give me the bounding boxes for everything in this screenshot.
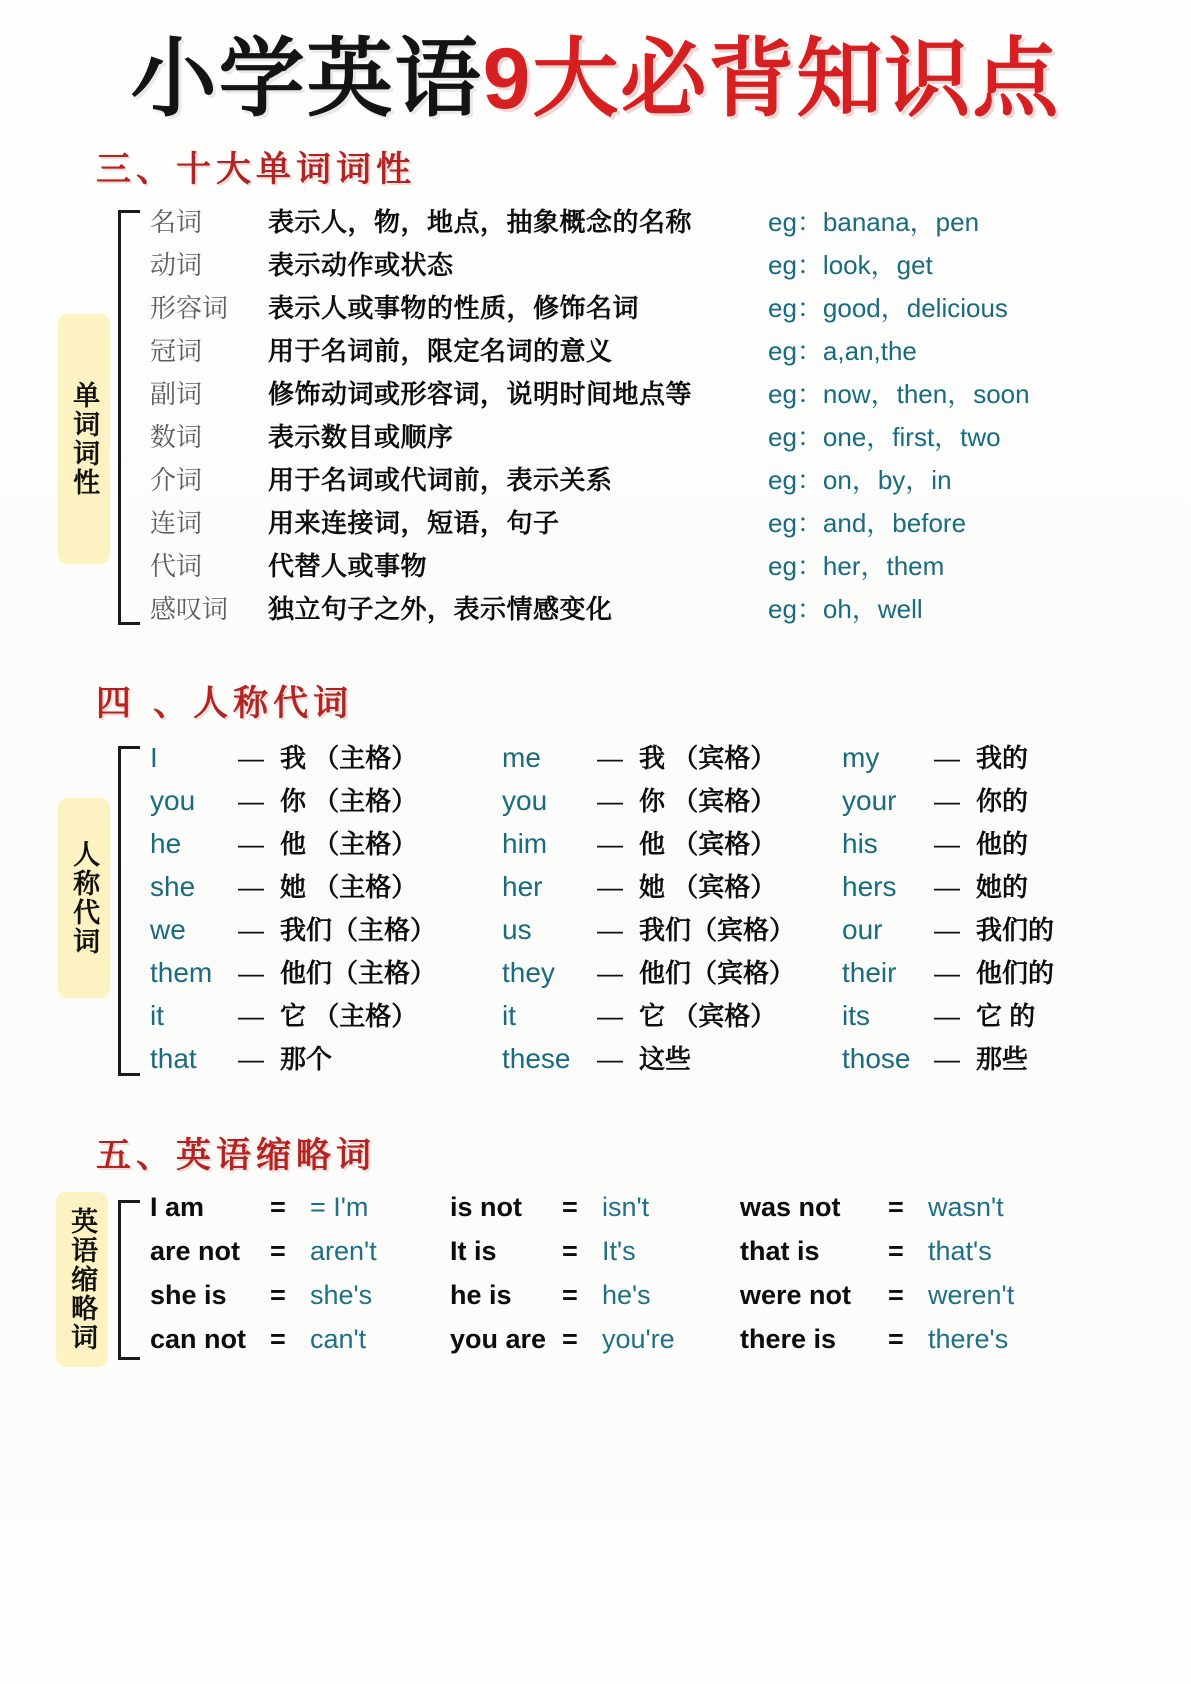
page-title-black: 小学英语 <box>130 31 483 127</box>
contraction-column-1 <box>150 1192 450 1368</box>
pronoun-dash: — <box>597 743 623 774</box>
contraction-short-form: weren't <box>928 1280 1015 1311</box>
contraction-equals-sign: = <box>270 1324 286 1355</box>
pronoun-chinese: 他们的 <box>976 958 1055 989</box>
section-4-heading: 四 、人称代词 <box>96 683 354 725</box>
pronoun-chinese: 他们（宾格） <box>639 958 796 989</box>
contraction-short-form: aren't <box>310 1236 377 1267</box>
contraction-full-form: I am <box>150 1192 205 1223</box>
contraction-short-form: you're <box>602 1324 675 1355</box>
contraction-equals-sign: = <box>888 1192 904 1223</box>
pronoun-row <box>150 1039 502 1082</box>
pronoun-row <box>842 824 1162 867</box>
part-of-speech-name: 介词 <box>150 465 203 496</box>
contraction-short-form: can't <box>310 1324 367 1355</box>
pronoun-dash: — <box>238 958 264 989</box>
part-of-speech-example <box>768 460 952 497</box>
part-of-speech-description: 修饰动词或形容词，说明时间地点等 <box>268 379 693 410</box>
pronoun-english: I <box>150 742 158 774</box>
pronoun-dash: — <box>238 743 264 774</box>
part-of-speech-example <box>768 589 923 626</box>
part-of-speech-example <box>768 202 979 239</box>
contraction-short-form: It's <box>602 1236 636 1267</box>
pronoun-chinese: 它 （宾格） <box>639 1001 777 1032</box>
pronoun-row <box>150 996 502 1039</box>
pronoun-english: our <box>842 914 883 946</box>
pronoun-english: his <box>842 828 878 860</box>
pronoun-chinese: 他的 <box>976 829 1029 860</box>
pronoun-row <box>502 953 842 996</box>
part-of-speech-name: 冠词 <box>150 336 203 367</box>
section-5-heading: 五、英语缩略词 <box>96 1135 377 1177</box>
pronoun-english: their <box>842 957 897 989</box>
contraction-full-form: she is <box>150 1280 227 1311</box>
contraction-equals-sign: = <box>562 1280 578 1311</box>
contraction-short-form: that's <box>928 1236 992 1267</box>
contraction-column-3 <box>740 1192 1040 1368</box>
contraction-full-form: he is <box>450 1280 512 1311</box>
part-of-speech-row <box>150 288 1191 331</box>
pronoun-dash: — <box>597 915 623 946</box>
contraction-full-form: you are <box>450 1324 547 1355</box>
pronoun-chinese: 这些 <box>639 1044 692 1075</box>
pronoun-row <box>842 996 1162 1039</box>
pronoun-english: you <box>150 785 196 817</box>
part-of-speech-description: 表示动作或状态 <box>268 250 454 281</box>
pronoun-chinese: 他们（主格） <box>280 958 437 989</box>
example-label: eg： <box>768 422 823 453</box>
pronoun-dash: — <box>238 915 264 946</box>
contraction-row <box>740 1192 1040 1236</box>
part-of-speech-example <box>768 374 1030 411</box>
contraction-equals-sign: = <box>270 1280 286 1311</box>
part-of-speech-example <box>768 417 1001 454</box>
example-label: eg： <box>768 336 823 367</box>
contraction-full-form: was not <box>740 1192 841 1223</box>
part-of-speech-row <box>150 417 1191 460</box>
section-5-block <box>0 1192 1191 1368</box>
pronoun-english: we <box>150 914 186 946</box>
pronoun-english: it <box>150 1000 164 1032</box>
section-4-grid <box>150 738 1191 1082</box>
example-value: banana，pen <box>822 207 980 238</box>
part-of-speech-row <box>150 589 1191 632</box>
part-of-speech-description: 用于名词或代词前，表示关系 <box>268 465 613 496</box>
pronoun-chinese: 它 的 <box>976 1001 1036 1032</box>
pronoun-dash: — <box>597 1044 623 1075</box>
contraction-full-form: that is <box>740 1236 820 1267</box>
example-label: eg： <box>768 250 823 281</box>
pronoun-row <box>842 910 1162 953</box>
part-of-speech-description: 代替人或事物 <box>268 551 428 582</box>
example-value: a,an,the <box>822 336 917 367</box>
pronoun-row <box>842 867 1162 910</box>
part-of-speech-example <box>768 288 1008 325</box>
pronoun-english: that <box>150 1043 197 1075</box>
contraction-full-form: were not <box>740 1280 852 1311</box>
example-value: good，delicious <box>822 293 1008 324</box>
example-label: eg： <box>768 594 823 625</box>
part-of-speech-row <box>150 202 1191 245</box>
section-3-tag: 单词词性 <box>58 314 110 564</box>
pronoun-chinese: 你 （主格） <box>280 786 418 817</box>
contraction-full-form: are not <box>150 1236 241 1267</box>
part-of-speech-description: 用于名词前，限定名词的意义 <box>268 336 613 367</box>
section-4-block <box>0 738 1191 1082</box>
pronoun-dash: — <box>934 1001 960 1032</box>
pronoun-english: its <box>842 1000 870 1032</box>
contraction-short-form: he's <box>602 1280 651 1311</box>
pronoun-dash: — <box>597 872 623 903</box>
part-of-speech-description: 独立句子之外，表示情感变化 <box>268 594 613 625</box>
pronoun-english: she <box>150 871 196 903</box>
example-label: eg： <box>768 508 823 539</box>
contraction-full-form: is not <box>450 1192 522 1223</box>
contraction-equals-sign: = <box>888 1324 904 1355</box>
contraction-equals-sign: = <box>888 1236 904 1267</box>
contraction-short-form: = I'm <box>310 1192 369 1223</box>
contraction-equals-sign: = <box>562 1236 578 1267</box>
pronoun-dash: — <box>238 1044 264 1075</box>
contraction-short-form: isn't <box>602 1192 650 1223</box>
part-of-speech-description: 用来连接词，短语，句子 <box>268 508 560 539</box>
pronoun-chinese: 我 （主格） <box>280 743 418 774</box>
part-of-speech-name: 感叹词 <box>150 594 229 625</box>
pronoun-row <box>842 953 1162 996</box>
pronoun-chinese: 那些 <box>976 1044 1029 1075</box>
pronoun-chinese: 它 （主格） <box>280 1001 418 1032</box>
section-5-tag: 英语缩略词 <box>56 1192 108 1367</box>
pronoun-column-subjective <box>150 738 502 1082</box>
pronoun-dash: — <box>597 829 623 860</box>
section-4-bracket <box>118 746 140 1076</box>
example-label: eg： <box>768 465 823 496</box>
part-of-speech-row <box>150 460 1191 503</box>
contraction-short-form: she's <box>310 1280 373 1311</box>
part-of-speech-example <box>768 503 966 540</box>
pronoun-column-objective <box>502 738 842 1082</box>
part-of-speech-row <box>150 503 1191 546</box>
pronoun-chinese: 她的 <box>976 872 1029 903</box>
pronoun-dash: — <box>238 872 264 903</box>
section-3-heading: 三、十大单词词性 <box>96 149 417 191</box>
contraction-row <box>450 1192 740 1236</box>
part-of-speech-name: 名词 <box>150 207 203 238</box>
example-label: eg： <box>768 207 823 238</box>
pronoun-row <box>150 953 502 996</box>
pronoun-row <box>502 1039 842 1082</box>
pronoun-english: they <box>502 957 555 989</box>
pronoun-chinese: 我的 <box>976 743 1029 774</box>
contraction-row <box>740 1236 1040 1280</box>
contraction-equals-sign: = <box>270 1236 286 1267</box>
contraction-column-2 <box>450 1192 740 1368</box>
contraction-row <box>150 1324 450 1368</box>
part-of-speech-description: 表示人或事物的性质，修饰名词 <box>268 293 640 324</box>
contraction-equals-sign: = <box>888 1280 904 1311</box>
contraction-full-form: there is <box>740 1324 837 1355</box>
pronoun-row <box>150 867 502 910</box>
pronoun-english: him <box>502 828 548 860</box>
pronoun-english: he <box>150 828 182 860</box>
part-of-speech-row <box>150 331 1191 374</box>
contraction-short-form: there's <box>928 1324 1009 1355</box>
pronoun-chinese: 他 （宾格） <box>639 829 777 860</box>
pronoun-english: you <box>502 785 548 817</box>
part-of-speech-name: 形容词 <box>150 293 229 324</box>
pronoun-chinese: 你 （宾格） <box>639 786 777 817</box>
contraction-equals-sign: = <box>562 1192 578 1223</box>
pronoun-row <box>502 738 842 781</box>
contraction-full-form: It is <box>450 1236 497 1267</box>
part-of-speech-row <box>150 374 1191 417</box>
page-title-red: 9大必背知识点 <box>482 31 1061 127</box>
part-of-speech-description: 表示人，物，地点，抽象概念的名称 <box>268 207 693 238</box>
part-of-speech-row <box>150 546 1191 589</box>
part-of-speech-name: 动词 <box>150 250 203 281</box>
contraction-row <box>740 1324 1040 1368</box>
pronoun-english: us <box>502 914 532 946</box>
pronoun-dash: — <box>597 786 623 817</box>
pronoun-english: these <box>502 1043 571 1075</box>
part-of-speech-name: 数词 <box>150 422 203 453</box>
pronoun-chinese: 我们的 <box>976 915 1055 946</box>
pronoun-english: your <box>842 785 897 817</box>
pronoun-dash: — <box>934 786 960 817</box>
pronoun-row <box>842 1039 1162 1082</box>
pronoun-dash: — <box>934 872 960 903</box>
part-of-speech-example <box>768 546 944 583</box>
contraction-full-form: can not <box>150 1324 247 1355</box>
contraction-equals-sign: = <box>562 1324 578 1355</box>
pronoun-dash: — <box>238 786 264 817</box>
pronoun-row <box>150 738 502 781</box>
pronoun-dash: — <box>597 958 623 989</box>
pronoun-dash: — <box>934 915 960 946</box>
pronoun-row <box>150 910 502 953</box>
example-value: oh，well <box>822 594 923 625</box>
pronoun-row <box>842 781 1162 824</box>
pronoun-column-possessive <box>842 738 1162 1082</box>
pronoun-dash: — <box>597 1001 623 1032</box>
pronoun-row <box>502 867 842 910</box>
pronoun-chinese: 她 （宾格） <box>639 872 777 903</box>
part-of-speech-example <box>768 245 933 282</box>
example-value: and，before <box>822 508 967 539</box>
contraction-equals-sign: = <box>270 1192 286 1223</box>
section-3-block <box>0 202 1191 632</box>
contraction-row <box>450 1236 740 1280</box>
pronoun-dash: — <box>934 743 960 774</box>
pronoun-row <box>502 910 842 953</box>
contraction-short-form: wasn't <box>928 1192 1004 1223</box>
example-value: her，them <box>822 551 945 582</box>
pronoun-dash: — <box>934 1044 960 1075</box>
example-label: eg： <box>768 293 823 324</box>
section-4-tag: 人称代词 <box>58 798 110 998</box>
pronoun-english: those <box>842 1043 911 1075</box>
example-value: on，by，in <box>822 465 952 496</box>
part-of-speech-example <box>768 331 917 368</box>
pronoun-english: them <box>150 957 213 989</box>
section-3-rows <box>150 202 1191 632</box>
pronoun-row <box>150 781 502 824</box>
pronoun-dash: — <box>934 829 960 860</box>
pronoun-chinese: 那个 <box>280 1044 333 1075</box>
example-value: now，then，soon <box>822 379 1030 410</box>
pronoun-dash: — <box>934 958 960 989</box>
pronoun-english: it <box>502 1000 516 1032</box>
contraction-row <box>150 1236 450 1280</box>
pronoun-chinese: 她 （主格） <box>280 872 418 903</box>
part-of-speech-description: 表示数目或顺序 <box>268 422 454 453</box>
section-5-bracket <box>118 1200 140 1360</box>
example-label: eg： <box>768 379 823 410</box>
contraction-row <box>450 1280 740 1324</box>
pronoun-dash: — <box>238 829 264 860</box>
pronoun-row <box>150 824 502 867</box>
contraction-row <box>450 1324 740 1368</box>
part-of-speech-name: 代词 <box>150 551 203 582</box>
section-3-bracket <box>118 210 140 625</box>
part-of-speech-name: 副词 <box>150 379 203 410</box>
pronoun-row <box>502 824 842 867</box>
example-value: look，get <box>822 250 933 281</box>
pronoun-row <box>502 781 842 824</box>
part-of-speech-name: 连词 <box>150 508 203 539</box>
contraction-row <box>150 1280 450 1324</box>
section-5-grid <box>150 1192 1191 1368</box>
example-label: eg： <box>768 551 823 582</box>
part-of-speech-row <box>150 245 1191 288</box>
pronoun-chinese: 我们（宾格） <box>639 915 796 946</box>
pronoun-chinese: 你的 <box>976 786 1029 817</box>
pronoun-chinese: 他 （主格） <box>280 829 418 860</box>
page-title <box>0 0 1191 127</box>
pronoun-row <box>502 996 842 1039</box>
example-value: one，first，two <box>822 422 1001 453</box>
pronoun-row <box>842 738 1162 781</box>
pronoun-chinese: 我 （宾格） <box>639 743 777 774</box>
pronoun-english: me <box>502 742 541 774</box>
pronoun-dash: — <box>238 1001 264 1032</box>
contraction-row <box>150 1192 450 1236</box>
pronoun-english: hers <box>842 871 897 903</box>
pronoun-english: my <box>842 742 880 774</box>
pronoun-chinese: 我们（主格） <box>280 915 437 946</box>
pronoun-english: her <box>502 871 543 903</box>
contraction-row <box>740 1280 1040 1324</box>
